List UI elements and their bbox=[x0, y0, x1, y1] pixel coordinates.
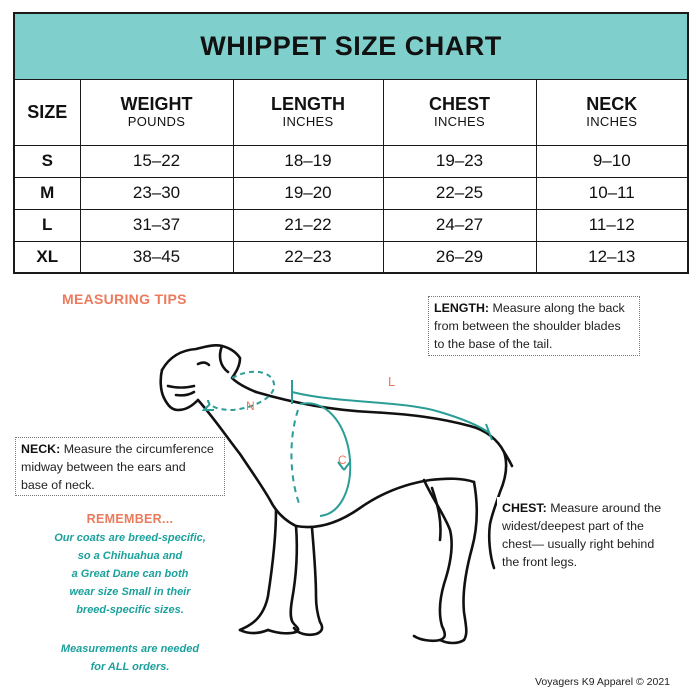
chest-tip-box bbox=[497, 497, 687, 576]
neck-cell: 12–13 bbox=[536, 241, 688, 273]
length-cell: 19–20 bbox=[233, 177, 383, 209]
length-label: L bbox=[388, 374, 396, 389]
size-cell: S bbox=[14, 145, 80, 177]
neck-tip-box bbox=[15, 437, 225, 496]
remember-line: Our coats are breed-specific, bbox=[54, 532, 206, 544]
length-tip-line: Measure along the back bbox=[489, 301, 625, 315]
neck-label: N bbox=[246, 399, 255, 413]
chest-tip-line: Measure around the bbox=[546, 501, 662, 515]
neck-cell: 10–11 bbox=[536, 177, 688, 209]
header-chest: CHEST INCHES bbox=[383, 79, 536, 145]
chest-cell: 24–27 bbox=[383, 209, 536, 241]
remember-title: REMEMBER... bbox=[86, 512, 174, 526]
header-size: SIZE bbox=[14, 79, 80, 145]
length-tip-label: LENGTH: bbox=[434, 301, 490, 315]
neck-tip-line: Measure the circumference bbox=[60, 442, 214, 456]
chart-title: WHIPPET SIZE CHART bbox=[14, 13, 688, 79]
orders-line: for ALL orders. bbox=[90, 661, 170, 673]
orders-note bbox=[40, 640, 220, 676]
chest-cell: 26–29 bbox=[383, 241, 536, 273]
chest-label: C bbox=[338, 453, 347, 467]
length-measure-line bbox=[292, 380, 492, 440]
length-cell: 21–22 bbox=[233, 209, 383, 241]
neck-cell: 9–10 bbox=[536, 145, 688, 177]
remember-note bbox=[40, 512, 220, 619]
length-cell: 22–23 bbox=[233, 241, 383, 273]
size-cell: XL bbox=[14, 241, 80, 273]
chest-cell: 19–23 bbox=[383, 145, 536, 177]
neck-tip-line: base of neck. bbox=[21, 478, 95, 492]
chest-tip-line: widest/deepest part of the bbox=[502, 519, 644, 533]
measuring-tips-title: MEASURING TIPS bbox=[62, 291, 187, 307]
weight-cell: 15–22 bbox=[80, 145, 233, 177]
length-cell: 18–19 bbox=[233, 145, 383, 177]
header-neck: NECK INCHES bbox=[536, 79, 688, 145]
weight-cell: 31–37 bbox=[80, 209, 233, 241]
chest-tip-label: CHEST: bbox=[502, 501, 547, 515]
neck-tip-line: midway between the ears and bbox=[21, 460, 186, 474]
size-cell: L bbox=[14, 209, 80, 241]
orders-line: Measurements are needed bbox=[60, 643, 200, 655]
copyright-text: Voyagers K9 Apparel © 2021 bbox=[535, 676, 670, 688]
length-tip-line: from between the shoulder blades bbox=[434, 319, 621, 333]
remember-line: wear size Small in their bbox=[69, 586, 191, 598]
remember-line: a Great Dane can both bbox=[71, 568, 189, 580]
neck-measure-ring bbox=[204, 372, 274, 410]
header-length: LENGTH INCHES bbox=[233, 79, 383, 145]
length-tip-line: to the base of the tail. bbox=[434, 337, 553, 351]
length-tip-box bbox=[428, 296, 640, 356]
size-cell: M bbox=[14, 177, 80, 209]
weight-cell: 23–30 bbox=[80, 177, 233, 209]
remember-line: so a Chihuahua and bbox=[77, 550, 183, 562]
remember-line: breed-specific sizes. bbox=[76, 604, 184, 616]
neck-cell: 11–12 bbox=[536, 209, 688, 241]
chest-tip-line: the front legs. bbox=[502, 555, 578, 569]
neck-tip-label: NECK: bbox=[21, 442, 61, 456]
chest-cell: 22–25 bbox=[383, 177, 536, 209]
header-weight: WEIGHT POUNDS bbox=[80, 79, 233, 145]
chest-tip-line: chest— usually right behind bbox=[502, 537, 655, 551]
weight-cell: 38–45 bbox=[80, 241, 233, 273]
